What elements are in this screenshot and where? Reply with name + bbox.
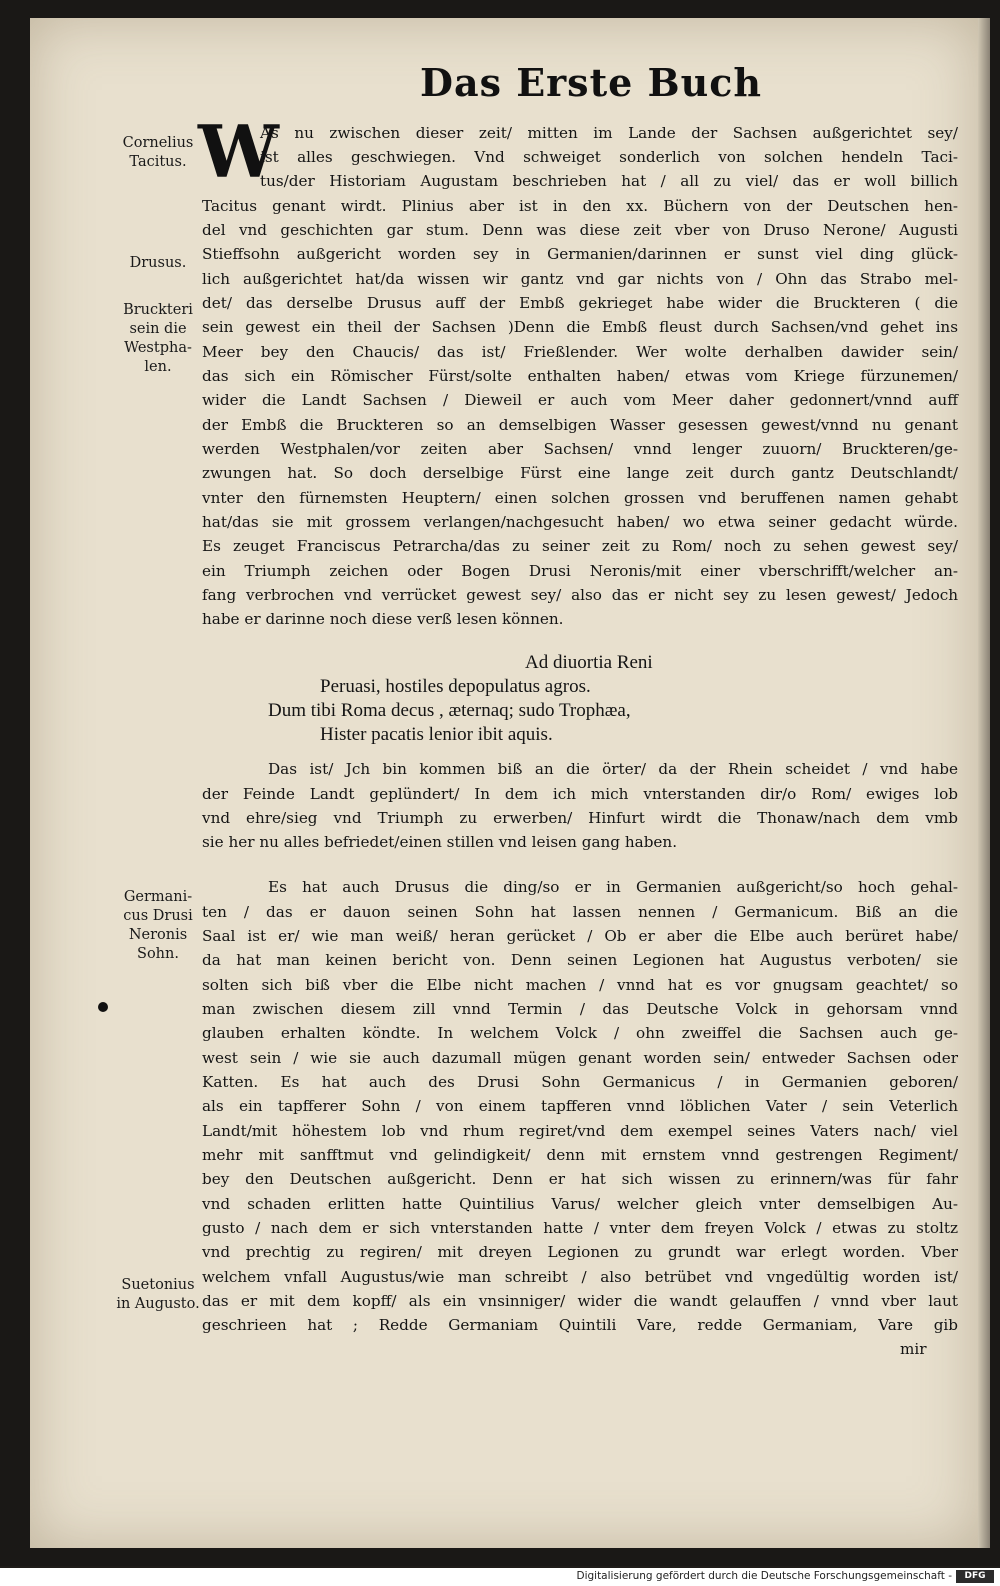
text-line: ten / das er dauon seinen Sohn hat lassen nennen / Germanicum. Biß an die	[202, 903, 958, 921]
text-line: vnter den fürnemsten Heuptern/ einen solchen grossen vnd beruffenen namen gehabt	[202, 489, 958, 507]
text-line: wider die Landt Sachsen / Dieweil er auch vom Meer daher gedonnert/vnnd auff	[202, 391, 958, 409]
text-line: fang verbrochen vnd verrücket gewest sey/ also das er nicht sey zu lesen gewest/ Jedoch	[202, 586, 958, 604]
margin-bullet	[98, 1002, 108, 1012]
text-line: man zwischen diesem zill vnnd Termin / das Deutsche Volck in gehorsam vnnd	[202, 1000, 958, 1018]
text-line: glauben erhalten köndte. In welchem Volck / ohn zweiffel die Sachsen auch ge-	[202, 1024, 958, 1042]
drop-cap-initial: W	[198, 109, 279, 194]
text-line: hat/das sie mit grossem verlangen/nachgesucht haben/ wo etwa seiner gedacht würde.	[202, 513, 958, 531]
text-line: sie her nu alles befriedet/einen stillen vnd leisen gang haben.	[202, 833, 678, 851]
text-line: west sein / wie sie auch dazumall mügen genant worden sein/ entweder Sachsen oder	[202, 1049, 958, 1067]
text-line: tus/der Historiam Augustam beschrieben hat / all zu viel/ das er woll billich	[260, 172, 958, 190]
text-line: mehr mit sanfftmut vnd gelindigkeit/ denn mit ernstem vnnd gestrengen Regiment/	[202, 1146, 958, 1164]
text-line: Es hat auch Drusus die ding/so er in Germanien außgericht/so hoch gehal-	[268, 878, 958, 896]
text-line: del vnd geschichten gar stum. Denn was diese zeit vber von Druso Nerone/ Augusti	[202, 221, 958, 239]
running-head: Das Erste Buch	[420, 60, 763, 105]
text-line: welchem vnfall Augustus/wie man schreibt / also betrübet vnd vngedültig worden ist/	[202, 1268, 958, 1286]
text-line: vnd ehre/sieg vnd Triumph zu erwerben/ Hinfurt wirdt die Thonaw/nach dem vmb	[202, 809, 958, 827]
text-line: zwungen hat. So doch derselbige Fürst eine lange zeit durch gantz Deutschlandt/	[202, 464, 958, 482]
text-line: bey den Deutschen außgericht. Denn er hat sich wissen zu erinnern/was für fahr	[202, 1170, 958, 1188]
margin-note-germanicus: Germani- cus Drusi Neronis Sohn.	[123, 889, 193, 962]
text-line: geschrieen hat ; Redde Germaniam Quintili Vare, redde Germaniam, Vare gib	[202, 1316, 958, 1334]
text-line: Meer bey den Chaucis/ das ist/ Frießlender. Wer wolte derhalben dawider sein/	[202, 343, 958, 361]
text-line: werden Westphalen/vor zeiten aber Sachsen/ vnnd lenger zuuorn/ Bruckteren/ge-	[202, 440, 958, 458]
margin-note-drusus: Drusus.	[129, 255, 187, 271]
page-edge	[978, 18, 990, 1548]
text-line: als ein tapfferer Sohn / von einem tapfferen vnnd löblichen Vater / sein Veterlich	[202, 1097, 958, 1115]
text-line: Landt/mit höhestem lob vnd rhum regiret/vnd dem exempel seines Vaters nach/ viel	[202, 1122, 958, 1140]
digitization-footer	[0, 1568, 1000, 1586]
text-line: ist alles geschwiegen. Vnd schweiget sonderlich von solchen hendeln Taci-	[260, 148, 958, 166]
text-line: ein Triumph zeichen oder Bogen Drusi Neronis/mit einer vberschrifft/welcher an-	[202, 562, 958, 580]
text-line: der Embß die Bruckteren so an demselbigen Wasser gesessen gewest/vnnd nu genant	[202, 416, 958, 434]
funding-credit: Digitalisierung gefördert durch die Deutsche Forschungsgemeinschaft -	[576, 1570, 952, 1582]
text-line: habe er darinne noch diese verß lesen können.	[202, 610, 564, 628]
verse-line: Ad diuortia Reni	[525, 652, 653, 673]
text-line: Das ist/ Jch bin kommen biß an die örter/ da der Rhein scheidet / vnd habe	[268, 760, 958, 778]
text-line: sein gewest ein theil der Sachsen )Denn die Embß fleust durch Sachsen/vnd gehet ins	[202, 318, 958, 336]
catchword: mir	[900, 1340, 927, 1358]
text-line: det/ das derselbe Drusus auff der Embß gekrieget habe wider die Bruckteren ( die	[202, 294, 958, 312]
text-line: lich außgerichtet hat/da wissen wir gantz vnd gar nichts von / Ohn das Strabo mel-	[202, 270, 958, 288]
verse-line: Dum tibi Roma decus , æternaq; sudo Trophæa,	[268, 700, 631, 721]
margin-note-suetonius: Suetonius in Augusto.	[116, 1277, 200, 1312]
text-line: Stieffsohn außgericht worden sey in Germanien/darinnen er sunst viel ding glück-	[202, 245, 958, 263]
text-line: solten sich biß vber die Elbe nicht machen / vnnd hat es vor gnugsam geachtet/ so	[202, 976, 958, 994]
text-line: Es zeuget Franciscus Petrarcha/das zu seiner zeit zu Rom/ noch zu sehen gewest sey/	[202, 537, 958, 555]
text-line: das er mit dem kopff/ als ein vnsinniger/ wider die wandt gelauffen / vnnd vber laut	[202, 1292, 958, 1310]
margin-note-tacitus: Cornelius Tacitus.	[122, 135, 194, 170]
text-line: Saal ist er/ wie man weiß/ heran gerücket / Ob er aber die Elbe auch berüret habe/	[202, 927, 958, 945]
text-line: Tacitus genant wirdt. Plinius aber ist in den xx. Büchern von der Deutschen hen-	[202, 197, 958, 215]
text-line: As nu zwischen dieser zeit/ mitten im Lande der Sachsen außgerichtet sey/	[260, 124, 958, 142]
verse-line: Peruasi, hostiles depopulatus agros.	[320, 676, 591, 697]
text-line: da hat man keinen bericht von. Denn seinen Legionen hat Augustus verboten/ sie	[202, 951, 958, 969]
margin-note-bruckteri: Bruckteri sein die Westpha- len.	[123, 302, 193, 375]
verse-line: Hister pacatis lenior ibit aquis.	[320, 724, 553, 745]
dfg-logo: DFG	[956, 1570, 994, 1583]
text-line: vnd prechtig zu regiren/ mit dreyen Legionen zu grundt war erlegt worden. Vber	[202, 1243, 958, 1261]
text-line: das sich ein Römischer Fürst/solte enthalten haben/ etwas vom Kriege fürzunemen/	[202, 367, 958, 385]
text-line: Katten. Es hat auch des Drusi Sohn Germanicus / in Germanien geboren/	[202, 1073, 958, 1091]
text-line: der Feinde Landt geplündert/ In dem ich mich vnterstanden dir/o Rom/ ewiges lob	[202, 785, 958, 803]
text-line: vnd schaden erlitten hatte Quintilius Varus/ welcher gleich vnter demselbigen Au-	[202, 1195, 958, 1213]
book-page	[30, 18, 978, 1548]
text-line: gusto / nach dem er sich vnterstanden hatte / vnter dem freyen Volck / etwas zu stoltz	[202, 1219, 958, 1237]
